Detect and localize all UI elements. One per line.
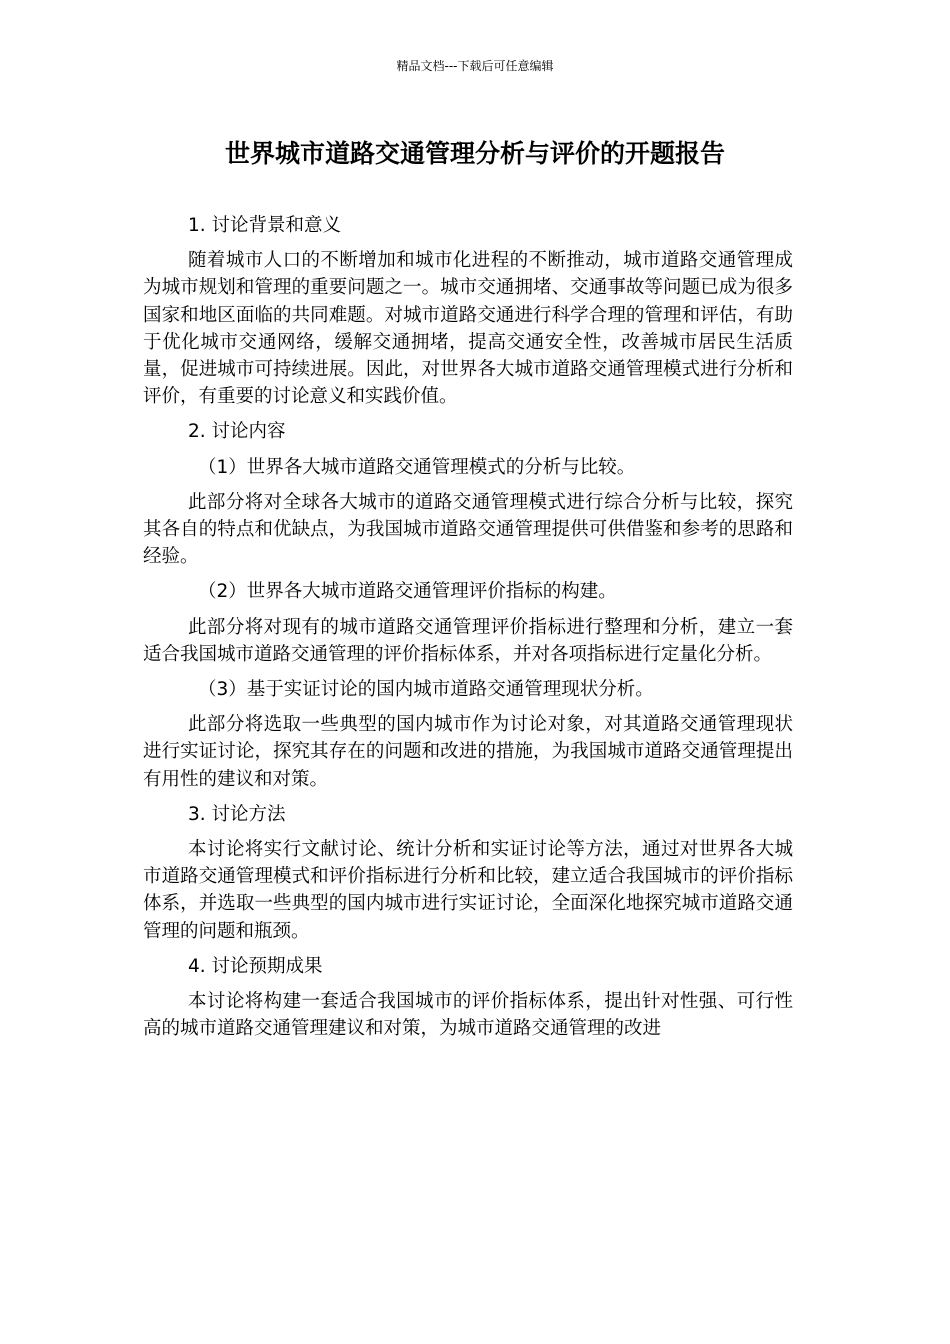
paragraph-method: 本讨论将实行文献讨论、统计分析和实证讨论等方法，通过对世界各大城市道路交通管理模式和评价指标进行分析和比较，建立适合我国城市的评价指标体系，并选取一些典型的国内城市进行实证讨论，全面深化地探究城市道路交通管理的问题和瓶颈。 — [143, 839, 793, 942]
subheading-2: （2）世界各大城市道路交通管理评价指标的构建。 — [198, 581, 617, 603]
paragraph-outcomes: 本讨论将构建一套适合我国城市的评价指标体系，提出针对性强、可行性高的城市道路交通管理建议和对策，为城市道路交通管理的改进 — [143, 991, 793, 1040]
section-heading-outcomes: 4. 讨论预期成果 — [188, 955, 323, 977]
document-title: 世界城市道路交通管理分析与评价的开题报告 — [224, 139, 725, 168]
document-body — [143, 212, 793, 1050]
subheading-3: （3）基于实证讨论的国内城市道路交通管理现状分析。 — [198, 679, 654, 701]
paragraph-content-3: 此部分将选取一些典型的国内城市作为讨论对象，对其道路交通管理现状进行实证讨论，探究其存在的问题和改进的措施，为我国城市道路交通管理提出有用性的建议和对策。 — [143, 714, 793, 790]
paragraph-content-1: 此部分将对全球各大城市的道路交通管理模式进行综合分析与比较，探究其各自的特点和优缺点，为我国城市道路交通管理提供可供借鉴和参考的思路和经验。 — [143, 491, 793, 568]
subheading-1: （1）世界各大城市道路交通管理模式的分析与比较。 — [198, 456, 636, 478]
paragraph-background: 随着城市人口的不断增加和城市化进程的不断推动，城市道路交通管理成为城市规划和管理的重要问题之一。城市交通拥堵、交通事故等问题已成为很多国家和地区面临的共同难题。对城市道路交通进行科学合理的管理和评估，有助于优化城市交通网络，缓解交通拥堵，提高交通安全性，改善城市居民生活质量，促进城市可持续进展。因此，对世界各大城市道路交通管理模式进行分析和评价，有重要的讨论意义和实践价值。 — [143, 250, 793, 408]
section-heading-content: 2. 讨论内容 — [188, 421, 286, 443]
section-heading-background: 1. 讨论背景和意义 — [188, 215, 342, 236]
section-heading-method: 3. 讨论方法 — [188, 803, 286, 825]
page-header: 精品文档---下载后可任意编辑 — [396, 59, 554, 73]
paragraph-content-2: 此部分将对现有的城市道路交通管理评价指标进行整理和分析，建立一套适合我国城市道路交通管理的评价指标体系，并对各项指标进行定量化分析。 — [143, 616, 793, 665]
